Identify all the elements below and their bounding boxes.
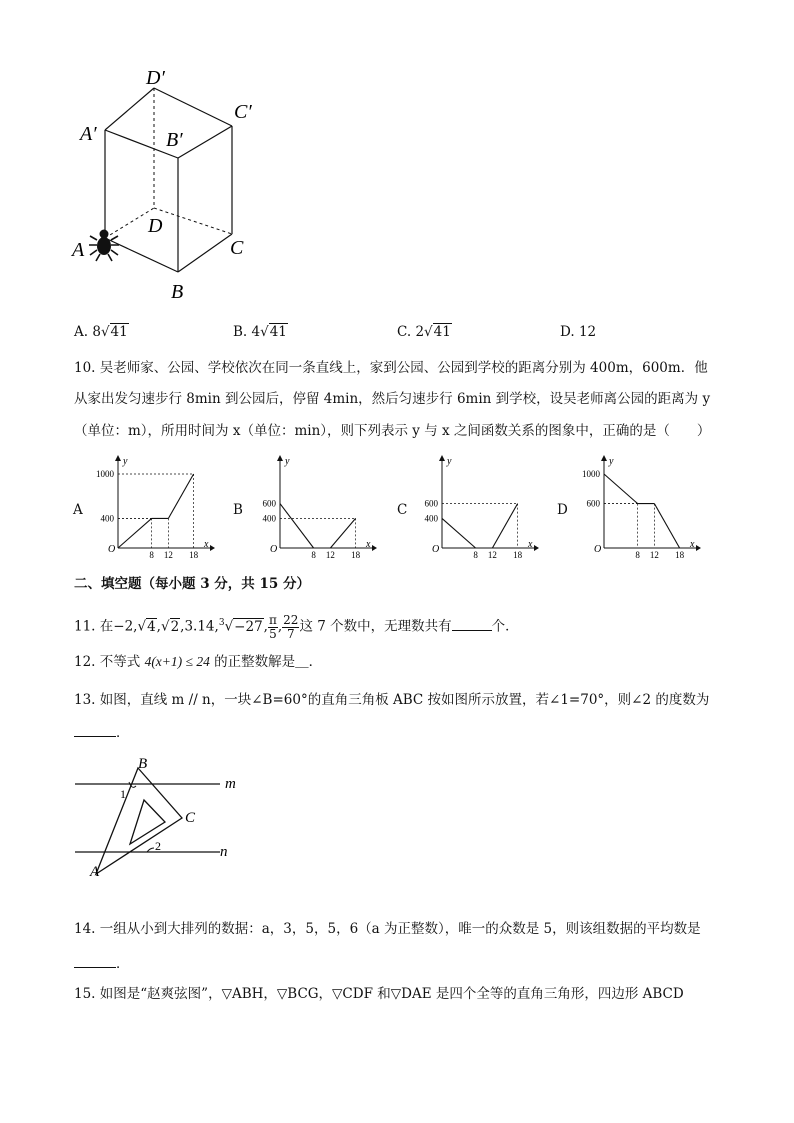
- edge-aprime-dprime: [105, 88, 154, 130]
- label-c: C: [230, 237, 244, 259]
- label-d: D: [148, 215, 163, 237]
- graph-segment: [442, 518, 476, 548]
- q10-option-letter-c: C: [397, 502, 408, 518]
- triangle-figure: [70, 752, 250, 880]
- q11: 11. 在−2,√4,√2,3.14,$^3$√−27, $\frac{\pi}{5}$ , $\frac{22}{7}$ 这 7 个数中，无理数共有 个．: [74, 612, 519, 641]
- q9-option-b: B. 4√41: [233, 324, 287, 340]
- tri-label-2: 2: [155, 839, 161, 853]
- edge-bprime-cprime: [178, 126, 232, 158]
- x-tick-label: 8: [311, 550, 316, 558]
- graph-segment: [280, 504, 314, 548]
- q10-option-letter-d: D: [557, 502, 568, 518]
- x-axis-arrow: [534, 545, 539, 551]
- q9-option-c: C. 2√41: [397, 324, 451, 340]
- label-b-prime: B′: [166, 129, 183, 151]
- origin-label: O: [594, 544, 602, 555]
- x-tick-label: 8: [635, 550, 640, 558]
- y-axis-arrow: [277, 455, 283, 461]
- edge-dprime-cprime: [154, 88, 232, 126]
- y-axis-label: y: [123, 456, 128, 467]
- label-c-prime: C′: [234, 101, 252, 123]
- tri-label-m: m: [225, 776, 236, 792]
- y-tick-label: 600: [262, 498, 276, 509]
- q13-answer-blank[interactable]: [74, 722, 116, 737]
- q10-line-1: 10. 吴老师家、公园、学校依次在同一条直线上，家到公园、公园到学校的距离分别为 400m，600m．他: [74, 360, 708, 376]
- x-axis-arrow: [210, 545, 215, 551]
- graph-segment: [330, 518, 355, 548]
- q13-line-2: ．: [74, 722, 130, 743]
- spider-icon: [89, 230, 119, 262]
- q9-option-a: A. 8√41: [74, 324, 128, 340]
- label-a-prime: A′: [80, 123, 97, 145]
- edge-a-b: [105, 238, 178, 272]
- origin-label: O: [432, 544, 440, 555]
- hidden-edge-d-c: [154, 208, 232, 234]
- x-tick-label: 12: [649, 550, 659, 558]
- q10-line-2: 从家出发匀速步行 8min 到公园后，停留 4min，然后匀速步行 6min 到学校，设吴老师离公园的距离为 y: [74, 391, 711, 407]
- q10-line-3: （单位：m），所用时间为 x（单位：min），则下列表示 y 与 x 之间函数关系的图象中，正确的是（ ）: [74, 423, 711, 439]
- y-tick-label: 400: [424, 513, 438, 524]
- x-tick-label: 12: [163, 550, 173, 558]
- section-2-heading: 二、填空题（每小题 3 分，共 15 分）: [74, 576, 310, 592]
- label-b: B: [171, 281, 184, 303]
- q14-answer-blank[interactable]: [74, 953, 116, 968]
- x-tick-label: 18: [189, 550, 199, 558]
- hidden-edge-a-d: [105, 208, 154, 238]
- graph-segment: [604, 474, 638, 504]
- x-tick-label: 8: [473, 550, 478, 558]
- label-a: A: [72, 239, 85, 261]
- triangle-inner: [130, 800, 165, 844]
- prism-figure: [60, 58, 280, 308]
- x-tick-label: 18: [513, 550, 523, 558]
- graph-segment: [118, 518, 152, 548]
- q14-line-2: ．: [74, 953, 130, 974]
- x-axis-arrow: [696, 545, 701, 551]
- x-tick-label: 18: [351, 550, 361, 558]
- y-axis-arrow: [439, 455, 445, 461]
- y-axis-label: y: [447, 456, 452, 467]
- origin-label: O: [270, 544, 278, 555]
- x-axis-label: x: [690, 539, 695, 550]
- q13-line-1: 13. 如图，直线 m // n，一块∠B=60°的直角三角板 ABC 按如图所示放置，若∠1=70°，则∠2 的度数为: [74, 692, 710, 708]
- y-tick-label: 600: [424, 498, 438, 509]
- x-tick-label: 12: [325, 550, 335, 558]
- origin-label: O: [108, 544, 116, 555]
- y-axis-arrow: [601, 455, 607, 461]
- x-axis-label: x: [528, 539, 533, 550]
- graph-a: [86, 452, 216, 558]
- graph-c: [410, 452, 540, 558]
- q10-option-letter-a: A: [73, 502, 83, 518]
- tri-label-a: A: [90, 864, 100, 880]
- edge-b-c: [178, 234, 232, 272]
- y-tick-label: 1000: [582, 469, 600, 479]
- y-axis-label: y: [609, 456, 614, 467]
- q14-line-1: 14. 一组从小到大排列的数据：a，3，5，5，6（a 为正整数），唯一的众数是 5，则该组数据的平均数是: [74, 921, 701, 937]
- x-tick-label: 8: [149, 550, 154, 558]
- graph-segment: [654, 504, 679, 548]
- tri-label-c: C: [185, 810, 196, 826]
- q10-option-letter-b: B: [233, 502, 243, 518]
- x-axis-arrow: [372, 545, 377, 551]
- q11-answer-blank[interactable]: [452, 616, 492, 631]
- label-d-prime: D′: [146, 67, 165, 89]
- y-axis-arrow: [115, 455, 121, 461]
- graph-segment: [492, 504, 517, 548]
- x-tick-label: 18: [675, 550, 685, 558]
- q15-line-1: 15. 如图是“赵爽弦图”，▽ABH，▽BCG，▽CDF 和▽DAE 是四个全等的直角三角形，四边形 ABCD: [74, 986, 684, 1002]
- graph-d: [572, 452, 702, 558]
- x-axis-label: x: [366, 539, 371, 550]
- x-axis-label: x: [204, 539, 209, 550]
- q12: 12. 不等式 4(x+1) ≤ 24 的正整数解是＿．: [74, 654, 323, 670]
- q9-option-d: D. 12: [560, 324, 597, 340]
- tri-label-n: n: [220, 844, 228, 860]
- graph-segment: [168, 474, 193, 518]
- y-tick-label: 1000: [96, 469, 114, 479]
- y-tick-label: 400: [100, 513, 114, 524]
- x-tick-label: 12: [487, 550, 497, 558]
- tri-label-1: 1: [120, 787, 126, 801]
- tri-label-b: B: [138, 756, 148, 772]
- y-tick-label: 600: [586, 498, 600, 509]
- graph-b: [248, 452, 378, 558]
- y-axis-label: y: [285, 456, 290, 467]
- y-tick-label: 400: [262, 513, 276, 524]
